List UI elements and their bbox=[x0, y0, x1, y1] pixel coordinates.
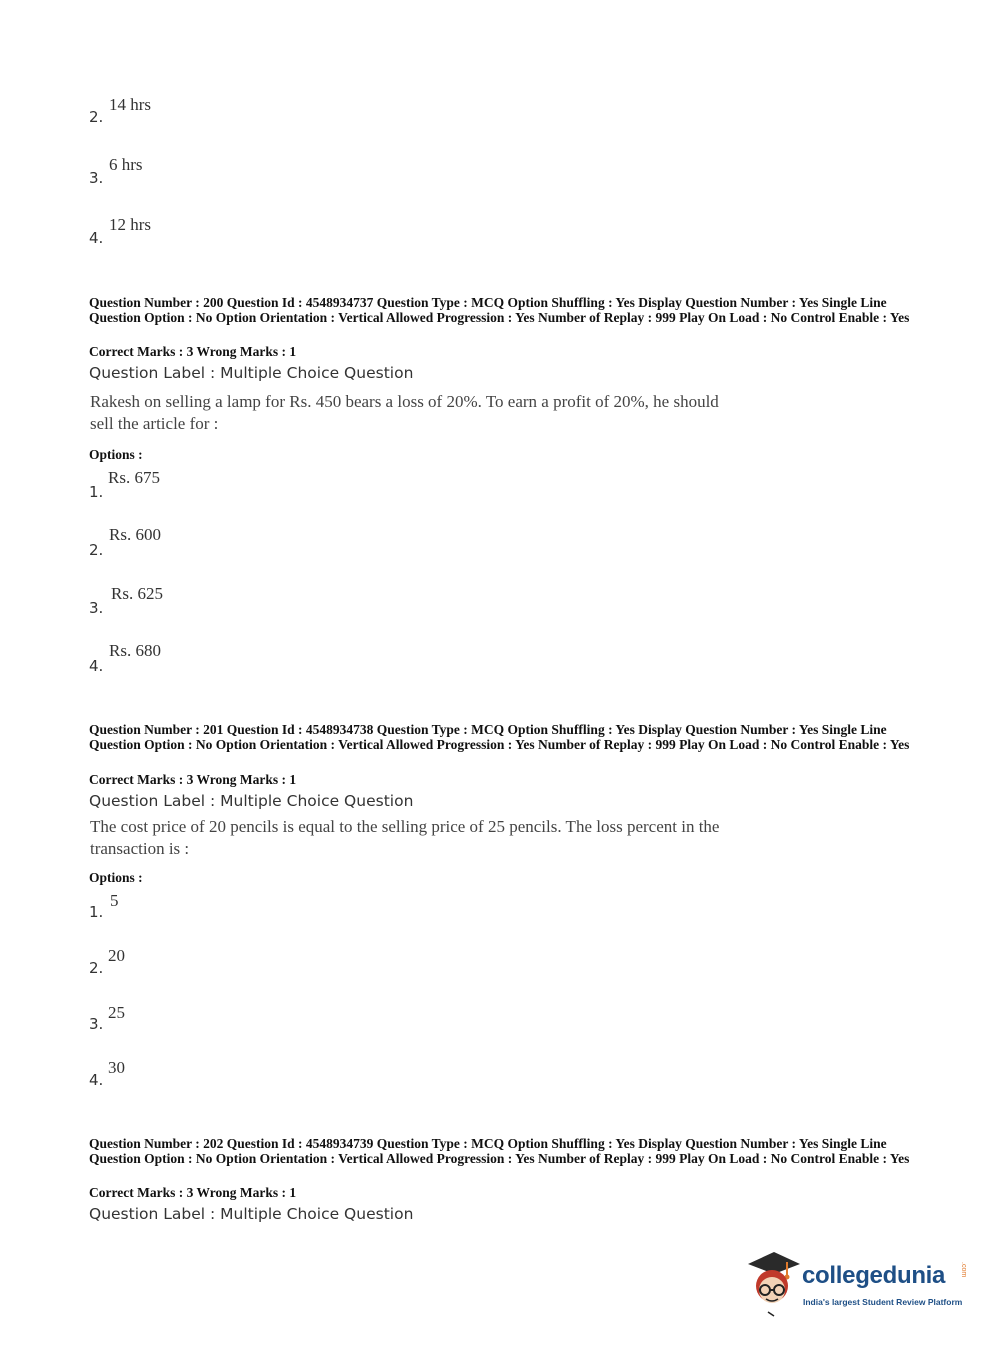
option-value: 5 bbox=[110, 891, 119, 910]
option-number: 4. bbox=[89, 1071, 104, 1089]
option-number: 2. bbox=[89, 959, 104, 977]
option-value: 12 hrs bbox=[109, 215, 152, 234]
option-number: 1. bbox=[89, 903, 104, 921]
question-marks: Correct Marks : 3 Wrong Marks : 1 bbox=[89, 772, 297, 787]
option-value: 6 hrs bbox=[109, 155, 143, 174]
question-meta: Question Number : 202 Question Id : 4548934739 Question Type : MCQ Option Shuffling : Yes Display Question Number : Yes Single Line Question Option : No Option Orientation : Vertical Allowed Progression : Yes Number of Replay : 999 Play On Load : No Control Enable : Yes bbox=[89, 1136, 910, 1166]
mascot-icon bbox=[742, 1250, 804, 1320]
option-number: 3. bbox=[89, 599, 104, 617]
question-meta: Question Number : 201 Question Id : 4548934738 Question Type : MCQ Option Shuffling : Yes Display Question Number : Yes Single Line Question Option : No Option Orientation : Vertical Allowed Progression : Yes Number of Replay : 999 Play On Load : No Control Enable : Yes bbox=[89, 722, 910, 752]
option-value: 25 bbox=[108, 1003, 125, 1022]
option-number: 4. bbox=[89, 657, 104, 675]
option-number: 3. bbox=[89, 169, 104, 187]
question-marks: Correct Marks : 3 Wrong Marks : 1 bbox=[89, 1185, 297, 1200]
question-label: Question Label : Multiple Choice Question bbox=[89, 1205, 414, 1223]
question-meta: Question Number : 200 Question Id : 4548934737 Question Type : MCQ Option Shuffling : Yes Display Question Number : Yes Single Line Question Option : No Option Orientation : Vertical Allowed Progression : Yes Number of Replay : 999 Play On Load : No Control Enable : Yes bbox=[89, 295, 910, 325]
question-marks: Correct Marks : 3 Wrong Marks : 1 bbox=[89, 344, 297, 359]
collegedunia-logo bbox=[742, 1250, 972, 1320]
options-heading: Options : bbox=[89, 447, 143, 462]
option-value: Rs. 675 bbox=[108, 468, 160, 487]
question-label: Question Label : Multiple Choice Question bbox=[89, 792, 414, 810]
logo-tagline: India's largest Student Review Platform bbox=[803, 1297, 963, 1307]
option-number: 2. bbox=[89, 541, 104, 559]
option-number: 4. bbox=[89, 229, 104, 247]
question-text: The cost price of 20 pencils is equal to the selling price of 25 pencils. The loss percent in the transaction is : bbox=[90, 817, 720, 858]
option-value: Rs. 680 bbox=[109, 641, 161, 660]
option-value: 30 bbox=[108, 1058, 125, 1077]
question-text: Rakesh on selling a lamp for Rs. 450 bears a loss of 20%. To earn a profit of 20%, he should sell the article for : bbox=[90, 392, 719, 433]
question-label: Question Label : Multiple Choice Question bbox=[89, 364, 414, 382]
option-number: 2. bbox=[89, 108, 104, 126]
option-number: 3. bbox=[89, 1015, 104, 1033]
option-value: Rs. 600 bbox=[109, 525, 161, 544]
options-heading: Options : bbox=[89, 870, 143, 885]
option-number: 1. bbox=[89, 483, 104, 501]
logo-domain: .com bbox=[960, 1262, 967, 1278]
option-value: Rs. 625 bbox=[111, 584, 163, 603]
logo-wordmark: collegedunia bbox=[802, 1262, 946, 1289]
option-value: 20 bbox=[108, 946, 125, 965]
option-value: 14 hrs bbox=[109, 95, 152, 114]
